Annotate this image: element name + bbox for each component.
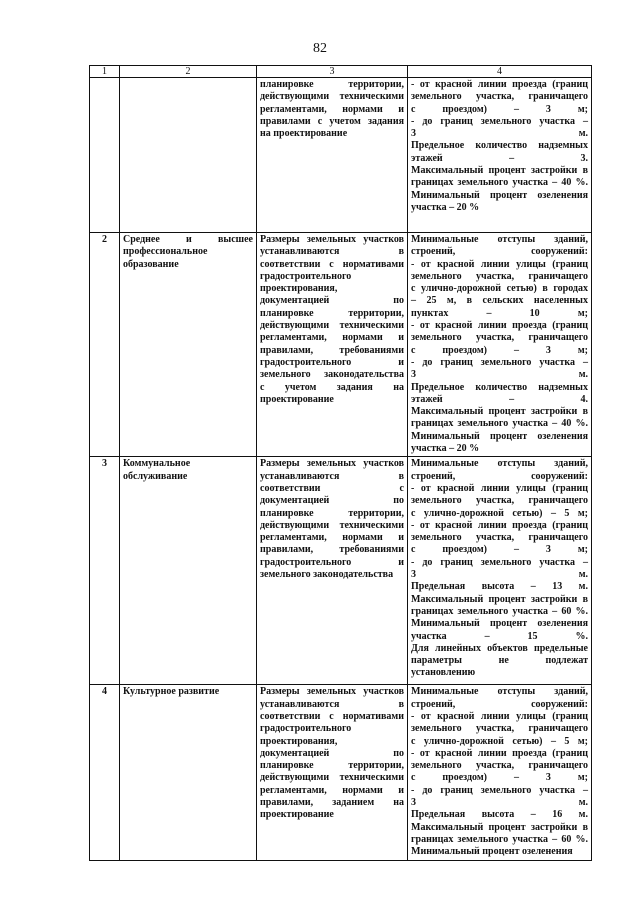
text-line: - от красной линии проезда (границ [411,519,588,531]
text-line: 3 м. [411,569,588,581]
parameters-cell [408,457,592,685]
text-line: земельного законодательства [260,569,394,581]
row-number [90,78,120,233]
text-line: Коммунальное [123,458,191,470]
text-line: правилами, заданием на [260,797,404,809]
header-col-1: 1 [90,66,120,78]
text-line: земельного участка, граничащего [411,332,588,344]
text-line: Минимальный процент озеленения [411,618,588,630]
text-line: Предельная высота – 13 м. [411,581,588,593]
text-line: регламентами, нормами и [260,103,404,115]
parameters-cell [408,233,592,457]
table-row [90,457,592,685]
text-line: границах земельного участка – 60 %. [411,833,588,845]
text-line: Минимальный процент озеленения [411,430,588,442]
text-line: земельного участка, граничащего [411,270,588,282]
header-col-3: 3 [257,66,408,78]
text-line: проектирование [260,393,334,405]
text-line: Минимальные отступы зданий, [411,234,588,245]
plot-size-cell [257,233,408,457]
text-line: участка – 20 % [411,443,480,455]
text-line: Максимальный процент застройки в [411,406,588,418]
text-line: строений, сооружений: [411,246,588,258]
text-line: документацией по [260,295,404,307]
text-line: правилами с учетом задания [260,115,404,127]
text-line: установлению [411,667,476,679]
text-line: регламентами, нормами и [260,332,404,344]
text-line: градостроительного [260,270,352,282]
text-line: Минимальные отступы зданий, [411,458,588,470]
text-line: - от красной линии улицы (границ [411,710,588,722]
text-line: с улично-дорожной сетью) в городах [411,283,588,295]
text-line: 3 м. [411,797,588,809]
text-line: соответствии с нормативами [260,258,404,270]
text-line: Предельная высота – 16 м. [411,809,588,821]
text-line: Размеры земельных участков [260,234,404,245]
text-line: градостроительного [260,723,352,735]
parameters-cell [408,685,592,860]
text-line: участка – 20 % [411,201,480,213]
text-line: действующими техническими [260,320,404,332]
text-line: – 25 м, в сельских населенных [411,295,588,307]
use-type-cell [120,457,257,685]
text-line: 3 м. [411,128,588,140]
text-line: Максимальный процент застройки в [411,593,588,605]
text-line: - от красной линии проезда (границ [411,320,588,332]
text-line: Минимальный процент озеленения [411,189,588,201]
text-line: границах земельного участка – 40 %. [411,418,588,430]
text-line: регламентами, нормами и [260,532,404,544]
text-line: Для линейных объектов предельные [411,642,588,654]
text-line: планировке территории, [260,507,404,519]
text-line: - от красной линии улицы (границ [411,482,588,494]
row-number: 4 [90,685,120,860]
text-line: границах земельного участка – 60 %. [411,605,588,617]
text-line: - от красной линии улицы (границ [411,258,588,270]
text-line: этажей – 3. [411,152,588,164]
text-line: границах земельного участка – 40 %. [411,177,588,189]
text-line: с улично-дорожной сетью) – 5 м; [411,735,588,747]
text-line: земельного участка, граничащего [411,495,588,507]
text-line: соответствии с [260,482,404,494]
text-line: с улично-дорожной сетью) – 5 м; [411,507,588,519]
text-line: планировке территории, [260,760,404,772]
table-row [90,685,592,860]
text-line: Предельное количество надземных [411,381,588,393]
text-line: обслуживание [123,470,188,482]
table-row [90,233,592,457]
plot-size-cell [257,685,408,860]
text-line: градостроительного и [260,556,404,568]
regulations-table [89,65,592,861]
use-type-cell [120,233,257,457]
text-line: действующими техническими [260,519,404,531]
text-line: строений, сооружений: [411,470,588,482]
table-row [90,78,592,233]
text-line: действующими техническими [260,91,404,103]
text-line: земельного законодательства [260,369,404,381]
plot-size-cell [257,78,408,233]
text-line: - до границ земельного участка – [411,356,588,368]
text-line: профессиональное [123,246,208,258]
text-line: пунктах – 10 м; [411,307,588,319]
text-line: документацией по [260,747,404,759]
text-line: с учетом задания на [260,381,404,393]
text-line: соответствии с нормативами [260,710,404,722]
text-line: - от красной линии проезда (границ [411,79,588,90]
text-line: - от красной линии проезда (границ [411,747,588,759]
text-line: 3 м. [411,369,588,381]
text-line: с проездом) – 3 м; [411,772,588,784]
text-line: Максимальный процент застройки в [411,165,588,177]
text-line: проектирование [260,809,334,821]
parameters-cell [408,78,592,233]
text-line: земельного участка, граничащего [411,760,588,772]
text-line: - до границ земельного участка – [411,556,588,568]
table-header-row [90,66,592,78]
text-line: регламентами, нормами и [260,784,404,796]
header-col-4: 4 [408,66,592,78]
text-line: с проездом) – 3 м; [411,544,588,556]
text-line: устанавливаются в [260,698,404,710]
text-line: проектирования, [260,283,338,295]
text-line: устанавливаются в [260,246,404,258]
text-line: градостроительного и [260,356,404,368]
text-line: правилами, требованиями [260,344,404,356]
row-number: 3 [90,457,120,685]
text-line: земельного участка, граничащего [411,532,588,544]
text-line: - до границ земельного участка – [411,784,588,796]
text-line: земельного участка, граничащего [411,723,588,735]
text-line: правилами, требованиями [260,544,404,556]
page-number: 82 [313,41,327,56]
text-line: планировке территории, [260,79,404,90]
text-line: планировке территории, [260,307,404,319]
plot-size-cell [257,457,408,685]
text-line: Минимальные отступы зданий, [411,686,588,698]
text-line: строений, сооружений: [411,698,588,710]
text-line: Среднее и высшее [123,234,253,245]
use-type-cell [120,78,257,233]
text-line: участка – 15 %. [411,630,588,642]
text-line: образование [123,258,179,270]
text-line: с проездом) – 3 м; [411,103,588,115]
use-type-cell [120,685,257,860]
text-line: Максимальный процент застройки в [411,821,588,833]
text-line: на проектирование [260,128,348,140]
table-body [90,78,592,861]
text-line: документацией по [260,495,404,507]
text-line: Минимальный процент озеленения [411,846,573,858]
text-line: с проездом) – 3 м; [411,344,588,356]
header-col-2: 2 [120,66,257,78]
text-line: земельного участка, граничащего [411,91,588,103]
row-number: 2 [90,233,120,457]
text-line: - до границ земельного участка – [411,115,588,127]
text-line: этажей – 4. [411,393,588,405]
text-line: устанавливаются в [260,470,404,482]
text-line: действующими техническими [260,772,404,784]
text-line: Культурное развитие [123,686,220,698]
text-line: проектирования, [260,735,338,747]
text-line: Размеры земельных участков [260,458,404,470]
text-line: Размеры земельных участков [260,686,404,698]
text-line: параметры не подлежат [411,655,588,667]
text-line: Предельное количество надземных [411,140,588,152]
